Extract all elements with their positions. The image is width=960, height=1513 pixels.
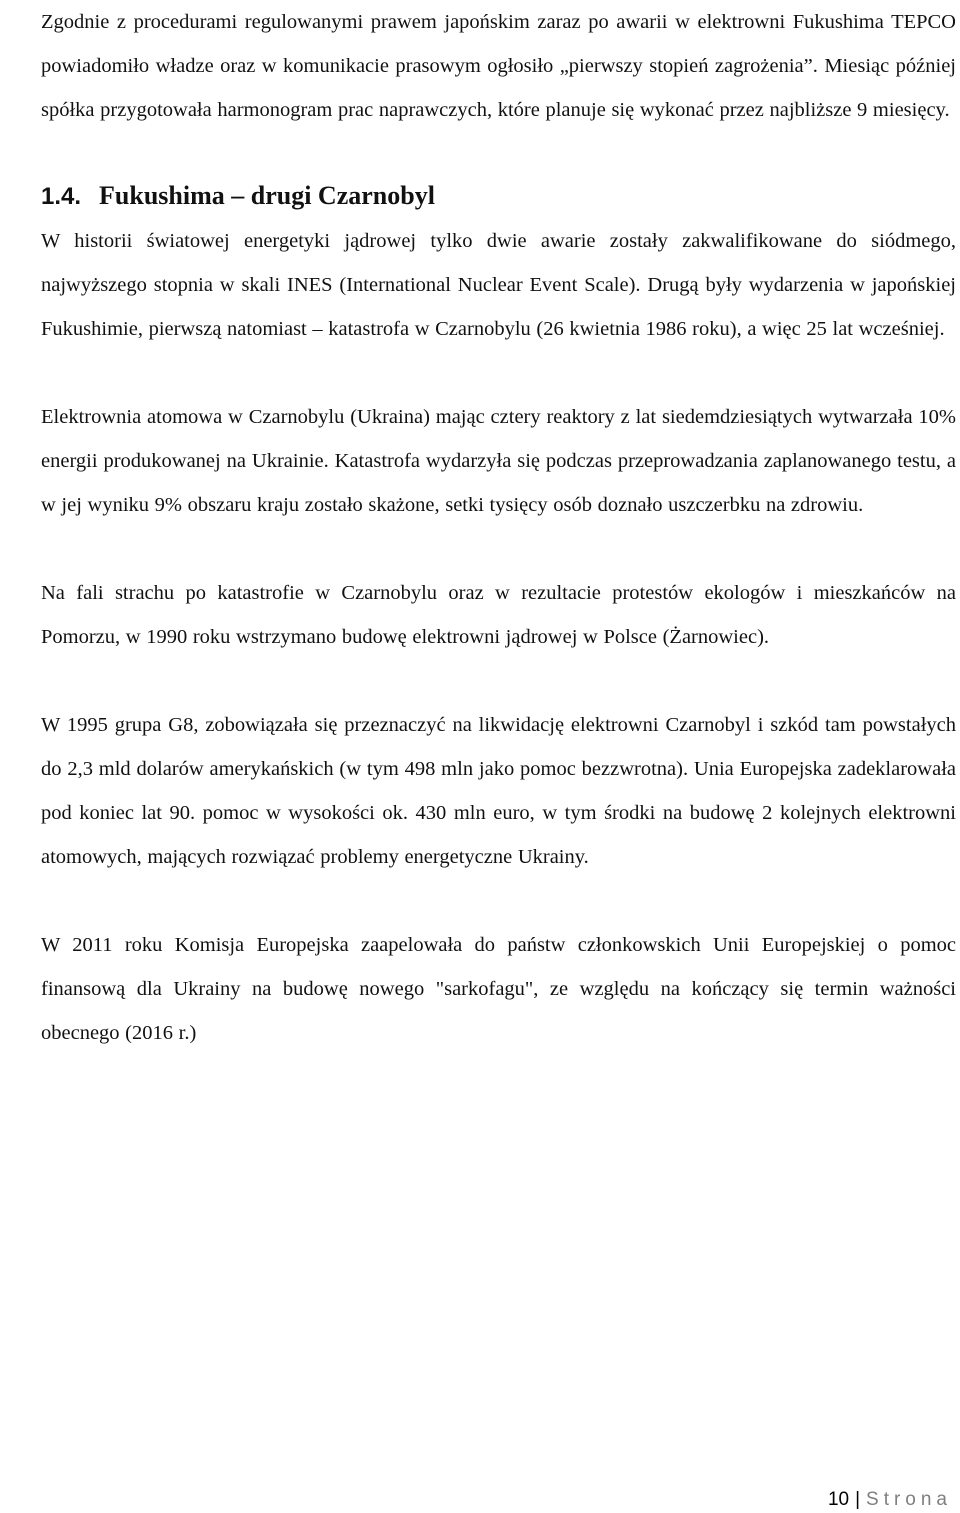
paragraph-chernobyl-plant: Elektrownia atomowa w Czarnobylu (Ukraina) mając cztery reaktory z lat siedemdziesiątych wytwarzała 10% energii produkowanej na Ukrainie. Katastrofa wydarzyła się podczas przeprowadzania zaplanowanego testu, a w jej wyniku 9% obszaru kraju zostało skażone, setki tysięcy osób doznało uszczerbku na zdrowiu. [41,406,956,516]
intro-paragraph: Zgodnie z procedurami regulowanymi prawem japońskim zaraz po awarii w elektrowni Fukushima TEPCO powiadomiło władze oraz w komunikacie prasowym ogłosiło „pierwszy stopień zagrożenia”. Miesiąc później spółka przygotowała harmonogram prac naprawczych, które planuje się wykonać przez najbliższe 9 miesięcy. [41,11,956,121]
footer-separator: | [855,1489,861,1510]
document-body [41,0,956,1055]
page-word: Strona [866,1489,952,1510]
page-number: 10 [827,1489,850,1510]
section-title: Fukushima – drugi Czarnobyl [99,181,435,210]
paragraph-sarcophagus: W 2011 roku Komisja Europejska zaapelowała do państw członkowskich Unii Europejskiej o pomoc finansową dla Ukrainy na budowę nowego "sarkofagu", ze względu na kończący się termin ważności obecnego (2016 r.) [41,934,956,1044]
paragraph-zarnowiec: Na fali strachu po katastrofie w Czarnobylu oraz w rezultacie protestów ekologów i mieszkańców na Pomorzu, w 1990 roku wstrzymano budowę elektrowni jądrowej w Polsce (Żarnowiec). [41,582,956,648]
section-heading [41,174,956,219]
paragraph-ines: W historii światowej energetyki jądrowej tylko dwie awarie zostały zakwalifikowane do siódmego, najwyższego stopnia w skali INES (International Nuclear Event Scale). Drugą były wydarzenia w japońskiej Fukushimie, pierwszą natomiast – katastrofa w Czarnobylu (26 kwietnia 1986 roku), a więc 25 lat wcześniej. [41,230,956,340]
paragraph-g8-funding: W 1995 grupa G8, zobowiązała się przeznaczyć na likwidację elektrowni Czarnobyl i szkód tam powstałych do 2,3 mld dolarów amerykańskich (w tym 498 mln jako pomoc bezzwrotna). Unia Europejska zadeklarowała pod koniec lat 90. pomoc w wysokości ok. 430 mln euro, w tym środki na budowę 2 kolejnych elektrowni atomowych, mających rozwiązać problemy energetyczne Ukrainy. [41,714,956,868]
section-number: 1.4. [41,183,82,210]
page-footer [828,1488,952,1512]
